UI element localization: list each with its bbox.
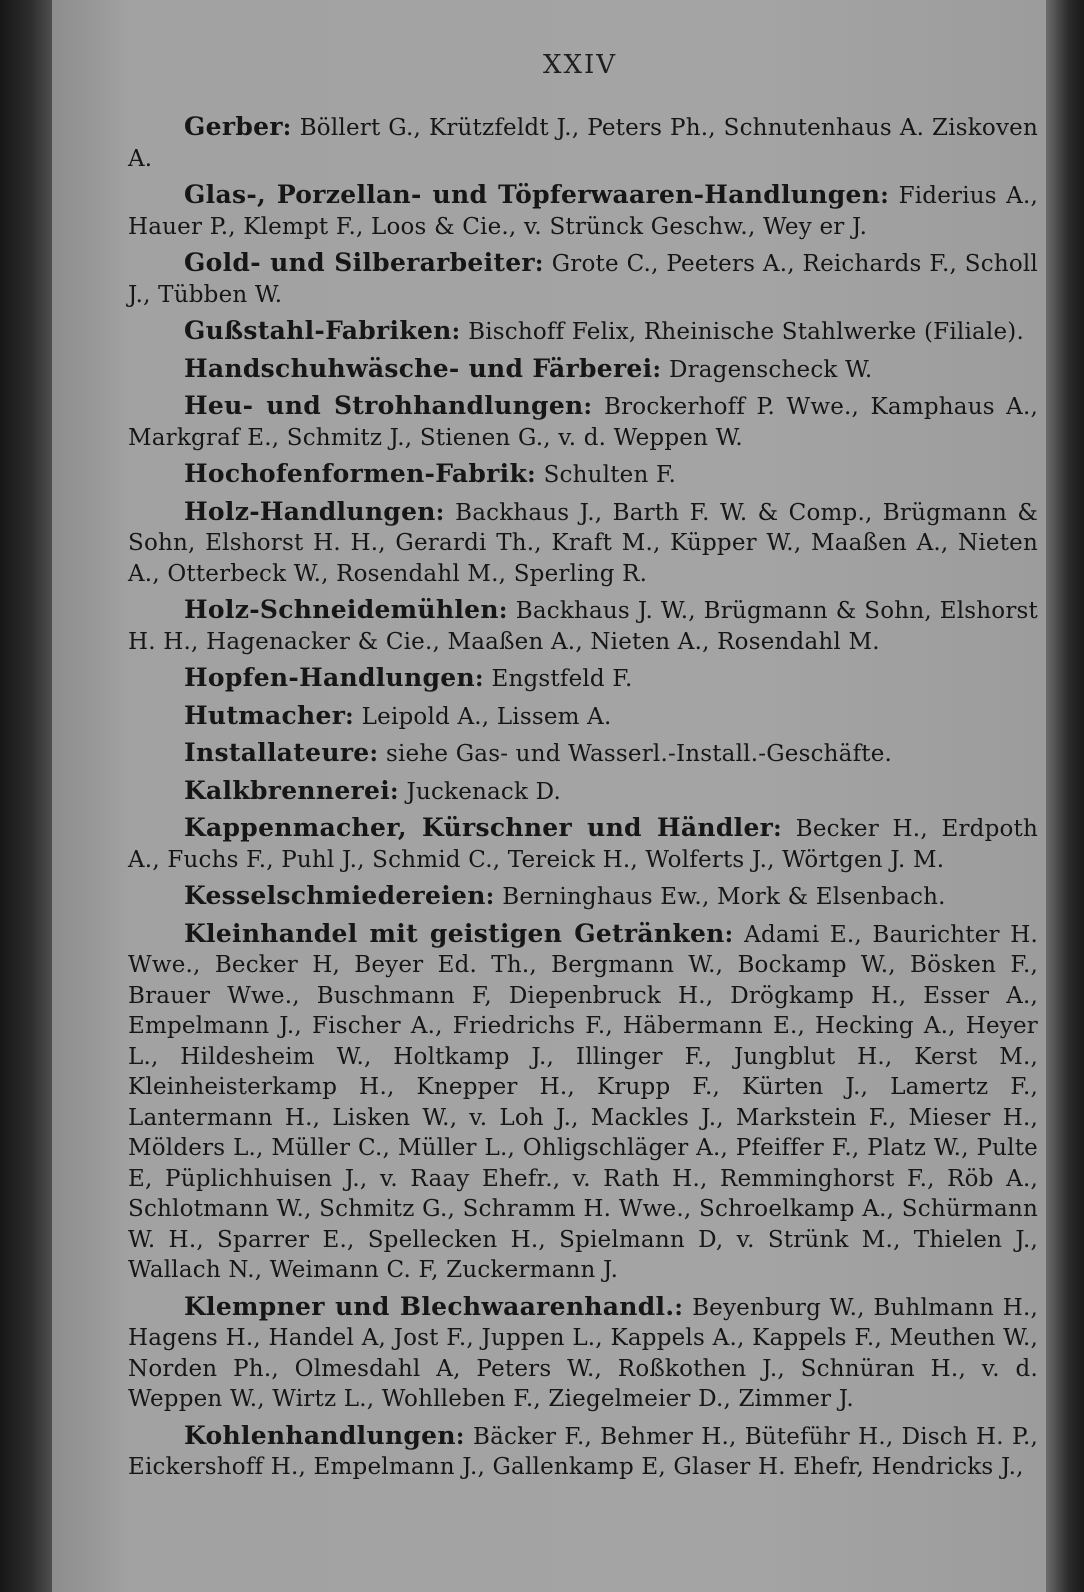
directory-entry: Hutmacher: Leipold A., Lissem A. — [184, 700, 612, 730]
directory-entry: Holz-Handlungen: Backhaus J., Barth F. W. & Comp., Brügmann & Sohn, Elshorst H. H., Gerardi Th., Kraft M., Küpper W., Maaßen A., Nieten A., Otterbeck W., Rosendahl M., Sperling R. — [128, 496, 1038, 587]
directory-entry: Gerber: Böllert G., Krützfeldt J., Peters Ph., Schnutenhaus A. Ziskoven A. — [128, 112, 1038, 172]
entry-heading: Handschuhwäsche- und Färberei — [184, 353, 653, 383]
entry-names: siehe Gas- und Wasserl.-Install.-Geschäfte. — [386, 741, 893, 767]
entry-names: Dragenscheck W. — [668, 356, 873, 383]
entry-heading: Kalkbrennerei — [184, 775, 391, 805]
entry-names: Leipold A., Lissem A. — [361, 703, 612, 730]
directory-entry: Hopfen-Handlungen: Engstfeld F. — [184, 663, 633, 692]
entry-heading: Gerber — [184, 112, 283, 141]
directory-entry: Gold- und Silberarbeiter: Grote C., Peeters A., Reichards F., Scholl J., Tübben W. — [128, 248, 1038, 308]
directory-entry: Hochofenformen-Fabrik: Schulten F. — [184, 459, 677, 488]
directory-entry: Handschuhwäsche- und Färberei: Dragenscheck W. — [184, 353, 873, 383]
entry-heading: Gußstahl-Fabriken — [184, 316, 452, 345]
entry-names: Adami E., Baurichter H. Wwe., Becker H, Beyer Ed. Th., Bergmann W., Bockamp W., Bösken F., Brauer Wwe., Buschmann F, Diepenbruck H., Drögkamp H., Esser A., Empelmann J., Fischer A., Friedrichs F., Häbermann E., Hecking A., Heyer L., Hildesheim W., Holtkamp J., Illinger F., Jungblut H., Kerst M., Kleinheisterkamp H., Knepper H., Krupp F., Kürten J., Lamertz F., Lantermann H., Lisken W., v. Loh J., Mackles J., Markstein F., Mieser H., Mölders L., Müller C., Müller L., Ohligschläger A., Pfeiffer F., Platz W., Pulte E, Püplichhuisen J., v. Raay Ehefr., v. Rath H., Remminghorst F., Röb A., Schlotmann W., Schmitz G., Schramm H. Wwe., Schroelkamp A., Schürmann W. H., Sparrer E., Spellecken H., Spielmann D, v. Strünk M., Thielen J., Wallach N., Weimann C. F, Zuckermann J. — [128, 921, 1038, 1283]
entry-heading: Kappenmacher, Kürschner und Händler — [184, 813, 774, 842]
entry-names: Schulten F. — [543, 462, 677, 488]
entry-heading: Installateure — [184, 738, 370, 767]
directory-entry: Kesselschmiedereien: Berninghaus Ew., Mork & Elsenbach. — [184, 881, 946, 910]
directory-entry: Heu- und Strohhandlungen: Brockerhoff P. Wwe., Kamphaus A., Markgraf E., Schmitz J., Stienen G., v. d. Weppen W. — [128, 391, 1039, 451]
directory-listing — [128, 112, 1038, 1489]
entry-names: Böllert G., Krützfeldt J., Peters Ph., Schnutenhaus A. Ziskoven A. — [128, 115, 1038, 172]
entry-heading: Hopfen-Handlungen — [184, 663, 475, 692]
entry-names: Backhaus J. W., Brügmann & Sohn, Elshorst H. H., Hagenacker & Cie., Maaßen A., Nieten A., Rosendahl M. — [128, 598, 1038, 655]
entry-names: Backhaus J., Barth F. W. & Comp., Brügmann & Sohn, Elshorst H. H., Gerardi Th., Kraft M., Küpper W., Maaßen A., Nieten A., Otterbeck W., Rosendahl M., Sperling R. — [128, 499, 1038, 587]
entry-heading: Klempner und Blechwaarenhandl. — [184, 1291, 675, 1321]
entry-heading: Glas-, Porzellan- und Töpferwaaren-Handlungen — [184, 180, 881, 209]
entry-heading: Heu- und Strohhandlungen — [184, 391, 584, 420]
entry-heading: Holz-Schneidemühlen — [184, 595, 499, 624]
directory-entry: Klempner und Blechwaarenhandl.: Beyenburg W., Buhlmann H., Hagens H., Handel A, Jost F., Juppen L., Kappels A., Kappels F., Meuthen W., Norden Ph., Olmesdahl A, Peters W., Roßkothen J., Schnüran H., v. d. Weppen W., Wirtz L., Wohlleben F., Ziegelmeier D., Zimmer J. — [128, 1291, 1038, 1412]
entry-names: Bäcker F., Behmer H., Büteführ H., Disch H. P., Eickershoff H., Empelmann J., Gallenkamp E, Glaser H. Ehefr, Hendricks J., — [128, 1423, 1039, 1480]
entry-names: Brockerhoff P. Wwe., Kamphaus A., Markgraf E., Schmitz J., Stienen G., v. d. Weppen W. — [128, 394, 1039, 451]
directory-entry: Gußstahl-Fabriken: Bischoff Felix, Rheinische Stahlwerke (Filiale). — [184, 316, 1024, 345]
directory-entry: Installateure: siehe Gas- und Wasserl.-Install.-Geschäfte. — [184, 738, 893, 767]
book-gutter-shadow — [0, 0, 56, 1592]
entry-heading: Gold- und Silberarbeiter — [184, 248, 535, 277]
directory-entry: Kleinhandel mit geistigen Getränken: Adami E., Baurichter H. Wwe., Becker H, Beyer Ed. Th., Bergmann W., Bockamp W., Bösken F., Brauer Wwe., Buschmann F, Diepenbruck H., Drögkamp H., Esser A., Empelmann J., Fischer A., Friedrichs F., Häbermann E., Hecking A., Heyer L., Hildesheim W., Holtkamp J., Illinger F., Jungblut H., Kerst M., Kleinheisterkamp H., Knepper H., Krupp F., Kürten J., Lamertz F., Lantermann H., Lisken W., v. Loh J., Mackles J., Markstein F., Mieser H., Mölders L., Müller C., Müller L., Ohligschläger A., Pfeiffer F., Platz W., Pulte E, Püplichhuisen J., v. Raay Ehefr., v. Rath H., Remminghorst F., Röb A., Schlotmann W., Schmitz G., Schramm H. Wwe., Schroelkamp A., Schürmann W. H., Sparrer E., Spellecken H., Spielmann D, v. Strünk M., Thielen J., Wallach N., Weimann C. F, Zuckermann J. — [128, 918, 1038, 1283]
entry-names: Grote C., Peeters A., Reichards F., Scholl J., Tübben W. — [128, 251, 1038, 308]
directory-entry: Kohlenhandlungen: Bäcker F., Behmer H., Büteführ H., Disch H. P., Eickershoff H., Empelmann J., Gallenkamp E, Glaser H. Ehefr, Hendricks J., — [128, 1420, 1039, 1480]
directory-entry: Holz-Schneidemühlen: Backhaus J. W., Brügmann & Sohn, Elshorst H. H., Hagenacker & Cie., Maaßen A., Nieten A., Rosendahl M. — [128, 595, 1038, 655]
entry-names: Beyenburg W., Buhlmann H., Hagens H., Handel A, Jost F., Juppen L., Kappels A., Kappels F., Meuthen W., Norden Ph., Olmesdahl A, Peters W., Roßkothen J., Schnüran H., v. d. Weppen W., Wirtz L., Wohlleben F., Ziegelmeier D., Zimmer J. — [128, 1294, 1038, 1412]
entry-heading: Holz-Handlungen — [184, 496, 436, 526]
entry-heading: Kleinhandel mit geistigen Getränken — [184, 918, 725, 948]
entry-names: Becker H., Erdpoth A., Fuchs F., Puhl J., Schmid C., Tereick H., Wolferts J., Wörtgen J. M. — [128, 816, 1038, 873]
entry-heading: Kohlenhandlungen — [184, 1420, 456, 1450]
entry-heading: Hochofenformen-Fabrik — [184, 459, 528, 488]
entry-names: Fiderius A., Hauer P., Klempt F., Loos & Cie., v. Strünck Geschw., Wey er J. — [128, 183, 1039, 240]
directory-entry: Kalkbrennerei: Juckenack D. — [184, 775, 561, 805]
page-number: XXIV — [542, 50, 618, 80]
directory-entry: Glas-, Porzellan- und Töpferwaaren-Handlungen: Fiderius A., Hauer P., Klempt F., Loos & Cie., v. Strünck Geschw., Wey er J. — [128, 180, 1039, 240]
entry-names: Berninghaus Ew., Mork & Elsenbach. — [502, 884, 946, 910]
directory-entry: Kappenmacher, Kürschner und Händler: Becker H., Erdpoth A., Fuchs F., Puhl J., Schmid C., Tereick H., Wolferts J., Wörtgen J. M. — [128, 813, 1038, 873]
page-edge-shadow — [1046, 0, 1084, 1592]
entry-heading: Kesselschmiedereien — [184, 881, 486, 910]
entry-names: Bischoff Felix, Rheinische Stahlwerke (Filiale). — [468, 319, 1024, 345]
entry-names: Juckenack D. — [406, 778, 561, 805]
entry-names: Engstfeld F. — [491, 666, 633, 692]
entry-heading: Hutmacher — [184, 700, 346, 730]
